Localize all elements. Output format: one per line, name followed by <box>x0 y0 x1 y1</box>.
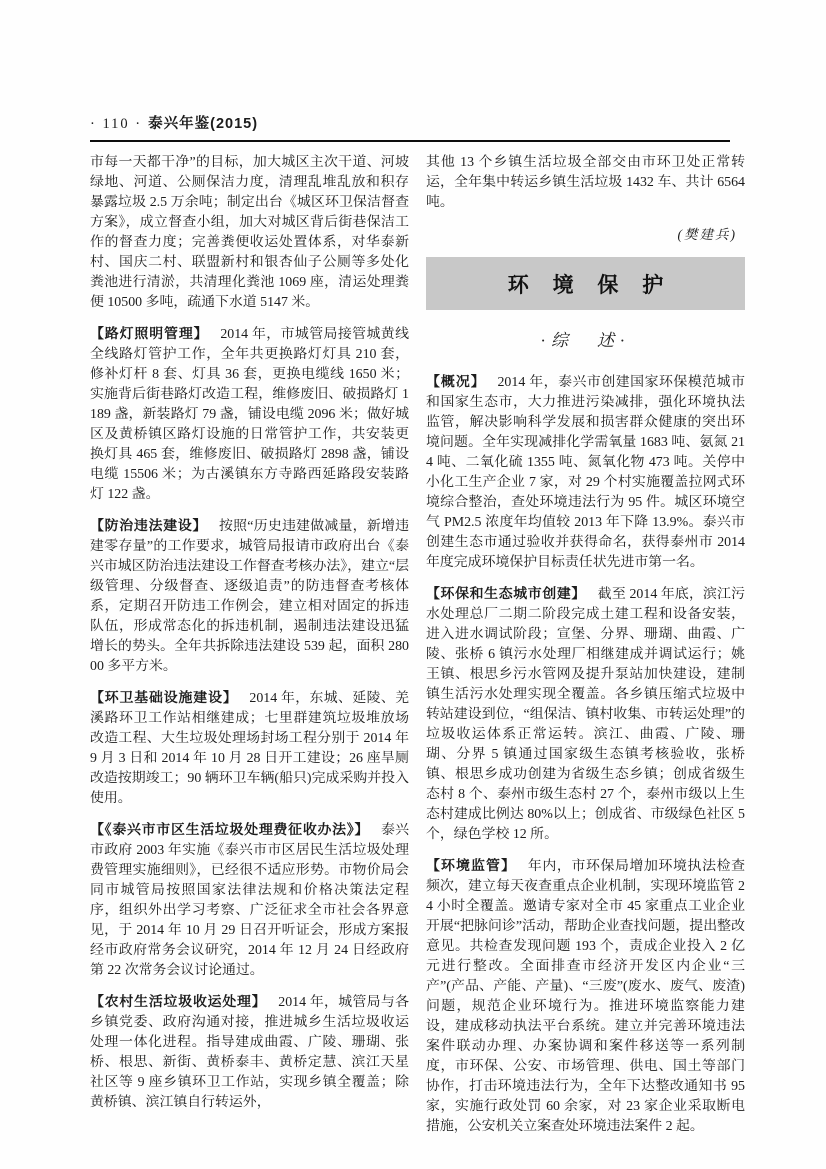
section-heading-label: 【路灯照明管理】 <box>90 325 209 341</box>
continuation-paragraph <box>426 153 745 213</box>
section-heading-label: 【概况】 <box>426 373 486 389</box>
section-paragraph-streetlight <box>90 323 409 505</box>
section-paragraph-garbage-fee-measures <box>90 819 409 981</box>
overview-section-heading: ·综 述· <box>540 331 631 350</box>
paragraph-text: 2014 年，市城管局接管城黄线全线路灯管护工作，全年共更换路灯灯具 210 套，修补灯杆 8 套、灯具 36 套，更换电缆线 1650 米；实施背后街巷路灯改造工程，维修废旧、破损路灯 1189 盏，新装路灯 79 盏，铺设电缆 2096 米；做好城区及黄桥镇区路灯设施的日常管护工作，共安装更换灯具 465 套，维修废旧、破损路灯 2898 盏，铺设电缆 15506 米；为古溪镇东方寺路西延路段安装路灯 122 盏。 <box>90 327 409 502</box>
section-paragraph-sanitation-infrastructure <box>90 687 409 809</box>
section-heading-label: 【环卫基础设施建设】 <box>90 689 238 705</box>
section-heading-label: 【环保和生态城市创建】 <box>426 585 586 601</box>
book-title: 泰兴年鉴(2015) <box>148 116 259 132</box>
chapter-title-banner <box>426 257 745 310</box>
paragraph-text: 2014 年，城管局与各乡镇党委、政府沟通对接，推进城乡生活垃圾收运处理一体化进程。指导建成曲霞、广陵、珊瑚、张桥、根思、新街、黄桥泰丰、黄桥定慧、滨江天星社区等 9 座乡镇环卫工作站，实现乡镇全覆盖；除黄桥镇、滨江镇自行转运外， <box>90 995 409 1110</box>
section-heading-label: 【农村生活垃圾收运处理】 <box>90 993 267 1009</box>
running-header <box>90 112 744 140</box>
section-paragraph-eco-city-creation <box>426 583 745 845</box>
section-heading-label: 【防治违法建设】 <box>90 517 208 533</box>
section-paragraph-overview <box>426 371 745 573</box>
header-rule <box>90 140 730 142</box>
two-column-body <box>90 151 744 1147</box>
section-paragraph-illegal-construction <box>90 515 409 677</box>
section-heading-label: 【环境监管】 <box>426 857 517 873</box>
paragraph-text: 2014 年，泰兴市创建国家环保模范城市和国家生态市，大力推进污染减排，强化环境执法监管，解决影响科学发展和损害群众健康的突出环境问题。全年实现减排化学需氧量 1683 吨、氨氮 214 吨、二氧化硫 1355 吨、氮氧化物 473 吨。关停中小化工生产企业 7 家，对 29 个村实施覆盖拉网式环境综合整治，查处环境违法行为 95 件。城区环境空气 PM2.5 浓度年均值较 2013 年下降 13.9%。泰兴市创建生态市通过验收并获得命名，获得泰州市 2014 年度完成环境保护目标责任状先进市第一名。 <box>426 375 745 570</box>
left-column <box>90 153 409 1147</box>
continuation-paragraph <box>90 153 409 313</box>
paragraph-text: 截至 2014 年底，滨江污水处理总厂二期二阶段完成土建工程和设备安装，进入进水调试阶段；宣堡、分界、珊瑚、曲霞、广陵、张桥 6 镇污水处理厂相继建成并调试运行；姚王镇、根思乡污水管网及提升泵站加快建设，建制镇生活污水处理实现全覆盖。各乡镇压缩式垃圾中转站建设到位，“组保洁、镇村收集、市转运处理”的垃圾收运体系正常运转。滨江、曲霞、广陵、珊瑚、分界 5 镇通过国家级生态镇考核验收，张桥镇、根思乡成功创建为省级生态乡镇；创成省级生态村 8 个、泰州市级生态村 27 个，泰州市级以上生态村建成比例达 80%以上；创成省、市级绿色社区 5 个，绿色学校 12 所。 <box>426 587 745 842</box>
author-byline: (樊建兵) <box>677 227 737 242</box>
section-paragraph-rural-garbage <box>90 991 409 1113</box>
paragraph-text: 市每一天都干净”的目标，加大城区主次干道、河坡绿地、河道、公厕保洁力度，清理乱堆乱放和积存暴露垃圾 2.5 万余吨；制定出台《城区环卫保洁督查方案》，成立督查小组，加大对城区背后街巷保洁工作的督查力度；完善粪便收运处置体系，对华泰新村、国庆二村、联盟新村和银杏仙子公厕等多处化粪池进行清淤，共清理化粪池 1069 座，清运处理粪便 10500 多吨，疏通下水道 5147 米。 <box>90 155 409 310</box>
chapter-title: 环 境 保 护 <box>507 273 673 297</box>
paragraph-text: 按照“历史违建做减量，新增违建零存量”的工作要求，城管局报请市政府出台《泰兴市城区防治违法建设工作督查考核办法》，建立“层级管理、分级督查、逐级追责”的防违督查考核体系，定期召开防违工作例会，建立相对固定的拆违队伍，形成常态化的拆违机制，遏制违法建设迅猛增长的势头。全年共拆除违法建设 539 起，面积 28000 多平方米。 <box>90 519 409 674</box>
paragraph-text: 其他 13 个乡镇生活垃圾全部交由市环卫处正常转运，全年集中转运乡镇生活垃圾 1432 车、共计 6564 吨。 <box>426 155 745 210</box>
paragraph-text: 年内，市环保局增加环境执法检查频次，建立每天夜查重点企业机制，实现环境监管 24 小时全覆盖。邀请专家对全市 45 家重点工业企业开展“把脉问诊”活动，帮助企业查找问题，提出整改意见。共检查发现问题 193 个，责成企业投入 2 亿元进行整改。全面排查市经济开发区内企业“三产”(产品、产能、产量)、“三废”(废水、废气、废渣)问题，规范企业环境行为。推进环境监察能力建设，建成移动执法平台系统。建立并完善环境违法案件联动办理、办案协调和案件移送等一系列制度，市环保、公安、市场管理、供电、国土等部门协作，打击环境违法行为，全年下达整改通知书 95 家，实施行政处罚 60 余家，对 23 家企业采取断电措施，公安机关立案查处环境违法案件 2 起。 <box>426 859 745 1134</box>
right-column <box>426 153 745 1147</box>
section-heading-label: 【《泰兴市市区生活垃圾处理费征收办法》】 <box>90 821 370 837</box>
page-number: · 110 · <box>90 116 143 132</box>
paragraph-text: 2014 年，东城、延陵、羌溪路环卫工作站相继建成；七里群建筑垃圾堆放场改造工程、大生垃圾处理场封场工程分别于 2014 年 9 月 3 日和 2014 年 10 月 28 日开工建设；26 座旱厕改造按期竣工；90 辆环卫车辆(船只)完成采购并投入使用。 <box>90 691 409 806</box>
paragraph-text: 泰兴市政府 2003 年实施《泰兴市市区居民生活垃圾处理费管理实施细则》，已经很不适应形势。市物价局会同市城管局按照国家法律法规和价格决策法定程序，组织外出学习考察、广泛征求全市社会各界意见，于 2014 年 10 月 29 日召开听证会，形成方案报经市政府常务会议研究，2014 年 12 月 24 日经政府第 22 次常务会议讨论通过。 <box>90 823 409 978</box>
section-paragraph-environmental-supervision <box>426 855 745 1137</box>
